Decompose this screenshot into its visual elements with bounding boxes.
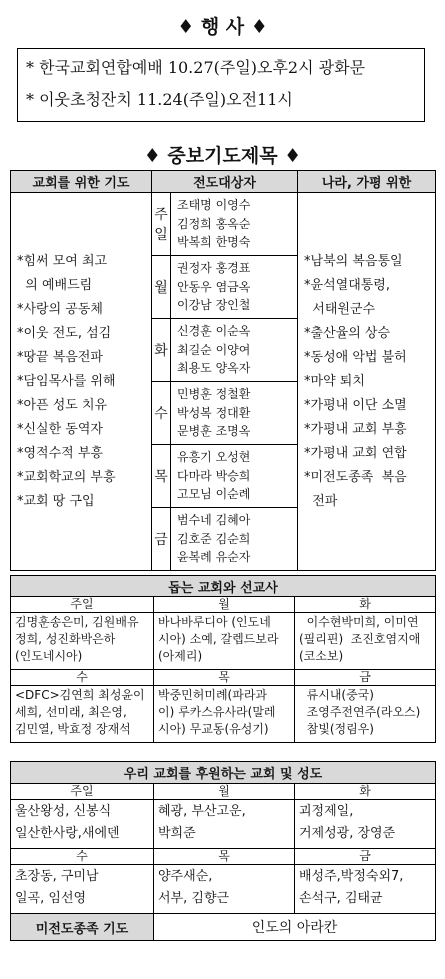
events-title: ♦ 행 사 ♦: [177, 16, 268, 38]
target-names: 유흥기 오성현 다마라 박승희 고모님 이순례: [171, 445, 298, 508]
list-item: *이웃 전도, 섬김: [17, 325, 112, 341]
day-monday: 월: [152, 256, 171, 319]
list-item: 서태원군수: [304, 301, 376, 317]
day-header: 목: [154, 670, 295, 686]
day-wednesday: 수: [152, 382, 171, 445]
members-title: 우리 교회를 후원하는 교회 및 성도: [11, 762, 436, 784]
event-item: * 한국교회연합예배 10.27(주일)오후2시 광화문: [26, 58, 366, 77]
list-item: *영적수적 부흥: [17, 445, 103, 461]
list-item: *교회학교의 부흥: [17, 469, 116, 485]
member-cell: 혜광, 부산고운, 박희준: [154, 800, 295, 849]
list-item: *땅끝 복음전파: [17, 349, 103, 365]
day-tuesday: 화: [152, 319, 171, 382]
mission-value: 인도의 아라칸: [154, 914, 436, 941]
day-thursday: 목: [152, 445, 171, 508]
list-item: *가평내 교회 부흥: [304, 421, 407, 437]
day-header: 화: [295, 784, 436, 800]
day-header: 금: [295, 849, 436, 865]
support-cell: 박중민허미례(파라과 이) 루카스유사라(말레 시아) 무교동(유성기): [154, 686, 295, 743]
events-box: [17, 48, 425, 122]
header-church: 교회를 위한 기도: [11, 171, 152, 193]
day-header: 목: [154, 849, 295, 865]
support-cell: <DFC>김연희 최성윤이 세희, 선미래, 최은영, 김민열, 박효정 장재석: [11, 686, 154, 743]
support-cell: 이수현박미희, 이미연 (필리핀) 조진호염지애 (코소보): [295, 613, 436, 670]
day-header: 금: [295, 670, 436, 686]
list-item: *신실한 동역자: [17, 421, 103, 437]
day-header: 주일: [11, 597, 154, 613]
support-table: [10, 575, 436, 743]
church-prayer-list: [11, 193, 152, 571]
member-cell: 배성주,박정숙외7, 손석구, 김태균: [295, 865, 436, 914]
nation-prayer-list: [298, 193, 436, 571]
event-item: * 이웃초청잔치 11.24(주일)오전11시: [26, 90, 293, 109]
day-header: 수: [11, 670, 154, 686]
list-item: *마약 퇴치: [304, 373, 365, 389]
target-names: 민병훈 정철환 박성복 정대환 문병훈 조명옥: [171, 382, 298, 445]
list-item: *출산율의 상승: [304, 325, 390, 341]
list-item: *동성애 악법 불허: [304, 349, 407, 365]
target-names: 범수네 김혜아 김호준 김순희 윤복례 유순자: [171, 508, 298, 571]
list-item: 전파: [304, 493, 338, 509]
list-item: *교회 땅 구입: [17, 493, 95, 509]
day-sunday: 주 일: [152, 193, 171, 256]
day-header: 월: [154, 597, 295, 613]
mission-label: 미전도종족 기도: [11, 914, 154, 941]
support-cell: 김명훈송은미, 김원배유 정희, 성진화박은하 (인도네시아): [11, 613, 154, 670]
list-item: *힘써 모여 최고: [17, 253, 108, 269]
day-header: 수: [11, 849, 154, 865]
list-item: *담임목사를 위해: [17, 373, 116, 389]
member-cell: 괴정제일, 거제성광, 장영준: [295, 800, 436, 849]
list-item: *아픈 성도 치유: [17, 397, 108, 413]
day-friday: 금: [152, 508, 171, 571]
support-title: 돕는 교회와 선교사: [11, 576, 436, 597]
header-nation: 나라, 가평 위한: [298, 171, 436, 193]
member-cell: 양주새순, 서부, 김향근: [154, 865, 295, 914]
day-header: 주일: [11, 784, 154, 800]
list-item: *가평내 이단 소멸: [304, 397, 407, 413]
list-item: *미전도종족 복음: [304, 469, 407, 485]
support-cell: 류시내(중국) 조영주전연주(라오스) 참빛(정림우): [295, 686, 436, 743]
member-cell: 초장동, 구미남 일곡, 임선영: [11, 865, 154, 914]
list-item: *윤석열대통령,: [304, 277, 390, 293]
member-cell: 울산왕성, 신봉식 일산한사랑,새에덴: [11, 800, 154, 849]
target-names: 조태명 이영수 김정희 홍옥순 박복희 한명숙: [171, 193, 298, 256]
prayer-table: [10, 170, 436, 571]
list-item: *사랑의 공동체: [17, 301, 103, 317]
target-names: 신경훈 이순옥 최길순 이양여 최용도 양옥자: [171, 319, 298, 382]
list-item: *가평내 교회 연합: [304, 445, 407, 461]
day-header: 월: [154, 784, 295, 800]
target-names: 권정자 홍경표 안동우 염금옥 이강남 장인철: [171, 256, 298, 319]
prayer-title: ♦ 중보기도제목 ♦: [143, 145, 302, 167]
header-targets: 전도대상자: [152, 171, 298, 193]
list-item: *남북의 복음통일: [304, 253, 403, 269]
members-table: [10, 761, 436, 941]
list-item: 의 예배드림: [17, 277, 93, 293]
support-cell: 바나바루디아 (인도네 시아) 소예, 갈렙드보라 (아제리): [154, 613, 295, 670]
day-header: 화: [295, 597, 436, 613]
